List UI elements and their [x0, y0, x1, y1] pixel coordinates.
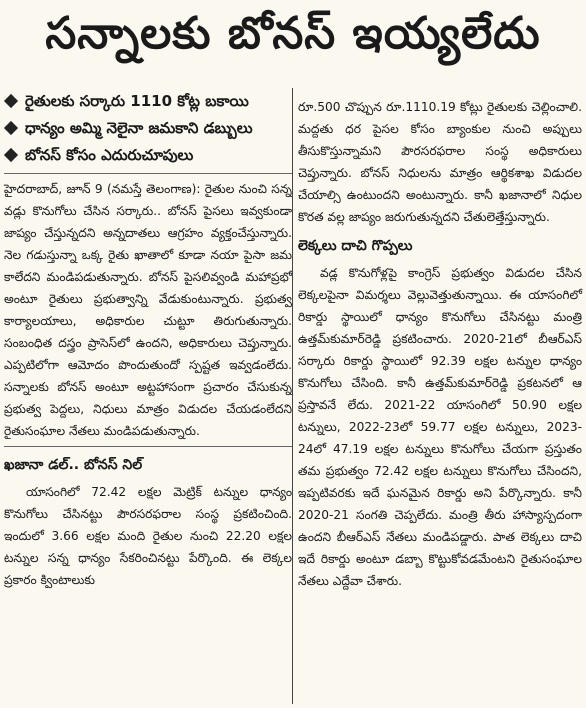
divider [4, 446, 292, 447]
dateline: హైదరాబాద్, జూన్ 9 (నమస్తే తెలంగాణ): [4, 182, 201, 196]
column-divider [292, 88, 293, 704]
body-paragraph [4, 178, 292, 442]
body-paragraph: రూ.500 చొప్పున రూ.1110.19 కోట్లు రైతులకు చెల్లించాలి. మద్దతు ధర పైసల కోసం బ్యాంకుల నుంచి అప్పులు తీసుకొస్తున్నామని పౌరసరఫరాల సంస్థ అధికారులు చెప్తున్నారు. బోనస్ నిధులను మాత్రం ఆర్థికశాఖ విడుదల చేయాల్సి ఉంటుందని అంటున్నారు. కానీ ఖజానాలో నిధుల కొరత వల్ల జాప్యం జరుగుతున్నదని చేతులెత్తేస్తున్నారు. [298, 100, 582, 224]
diamond-bullet-icon [4, 121, 18, 135]
highlights-list [4, 88, 292, 169]
highlight-item [4, 88, 292, 115]
headline: సన్నాలకు బోనస్ ఇయ్యలేదు [45, 8, 541, 59]
diamond-bullet-icon [4, 148, 18, 162]
subheading: లెక్కలు దాచి గొప్పలు [298, 238, 413, 254]
body-paragraph: వడ్ల కొనుగోళ్లపై కాంగ్రెస్ ప్రభుత్వం విడుదల చేసిన లెక్కలపైనా విమర్శలు వెల్లువెత్తుతున్నాయి. ఈ యాసంగిలో రికార్డు స్థాయిలో ధాన్యం కొనుగోలు చేసినట్టు మంత్రి ఉత్తమ్‌కుమార్‌రెడ్డి ప్రకటించారు. 2020-21లో బీఆర్‌ఎస్ సర్కారు రికార్డు స్థాయిలో 92.39 లక్షల టన్నుల ధాన్యం కొనుగోలు చేసింది. కానీ ఉత్తమ్‌కుమార్‌రెడ్డి ప్రకటనలో ఆ ప్రస్తావనే లేదు. 2021-22 యాసంగిలో 50.90 లక్షల టన్నులు, 2022-23లో 59.77 లక్షల టన్నులు, 2023-24లో 47.19 లక్షల టన్నులు కొనుగోలు చేయగా ప్రస్తుతం తమ ప్రభుత్వం 72.42 లక్షల టన్నులు కొనుగోలు చేసిందని, ఇప్పటివరకు ఇదే ఘనమైన రికార్డు అని పేర్కొన్నారు. కానీ 2020-21 సంగతి చెప్పలేదు. మంత్రి తీరు హాస్యాస్పదంగా ఉందని బీఆర్‌ఎస్ నేతలు మండిపడ్డారు. పాత లెక్కలు దాచి ఇదే రికార్డు అంటూ డబ్బా కొట్టుకోవడమేంటని రైతుసంఘాల నేతలు ఎద్దేవా చేశారు. [298, 266, 582, 588]
highlight-text: రైతులకు సర్కారు 1110 కోట్ల బకాయి [25, 92, 249, 110]
divider [4, 173, 292, 174]
diamond-bullet-icon [4, 94, 18, 108]
left-column [4, 88, 292, 591]
subheading: ఖజానా డల్.. బోనస్ నిల్ [4, 457, 143, 473]
highlight-item [4, 115, 292, 142]
right-column [298, 96, 582, 592]
body-text: రైతుల నుంచి సన్న వడ్లు కొనుగోలు చేసిన సర్కారు.. బోనస్ పైసలు ఇవ్వకుండా జాప్యం చేస్తున్నదని అన్నదాతలు ఆగ్రహం వ్యక్తంచేస్తున్నారు. నెల గడుస్తున్నా ఒక్క రైతు ఖాతాలో కూడా నయా పైసా జమ కాలేదని మండిపడుతున్నారు. బోనస్ పైసలివ్వండి మహాప్రభో అంటూ రైతులు ప్రభుత్వాన్ని వేడుకుంటున్నారు. ప్రభుత్వ కార్యాలయాలు, అధికారుల చుట్టూ తిరుగుతున్నారు. సంబంధిత దస్త్రం ప్రాసెస్‌లో ఉందని, అధికారులు చెప్తున్నారు. ఎప్పటిలోగా ఆమోదం పొందుతుందో స్పష్టత ఇవ్వడంలేదు. సన్నాలకు బోనస్ అంటూ అట్టహాసంగా ప్రచారం చేసుకున్న ప్రభుత్వ పెద్దలు, నిధులు మాత్రం విడుదల చేయడంలేదని రైతుసంఘాల నేతలు మండిపడుతున్నారు. [4, 182, 292, 438]
highlight-item [4, 142, 292, 169]
highlight-text: బోనస్ కోసం ఎదురుచూపులు [25, 146, 194, 164]
highlight-text: ధాన్యం అమ్మి నెలైనా జమకాని డబ్బులు [25, 119, 253, 137]
body-paragraph: యాసంగిలో 72.42 లక్షల మెట్రిక్ టన్నుల ధాన్యం కొనుగోలు చేసినట్టు పౌరసరఫరాల సంస్థ ప్రకటించింది. ఇందులో 3.66 లక్షల మంది రైతుల నుంచి 22.20 లక్షల టన్నుల సన్న ధాన్యం సేకరించినట్టు పేర్కొంది. ఈ లెక్కల ప్రకారం క్వింటాలుకు [4, 485, 292, 587]
